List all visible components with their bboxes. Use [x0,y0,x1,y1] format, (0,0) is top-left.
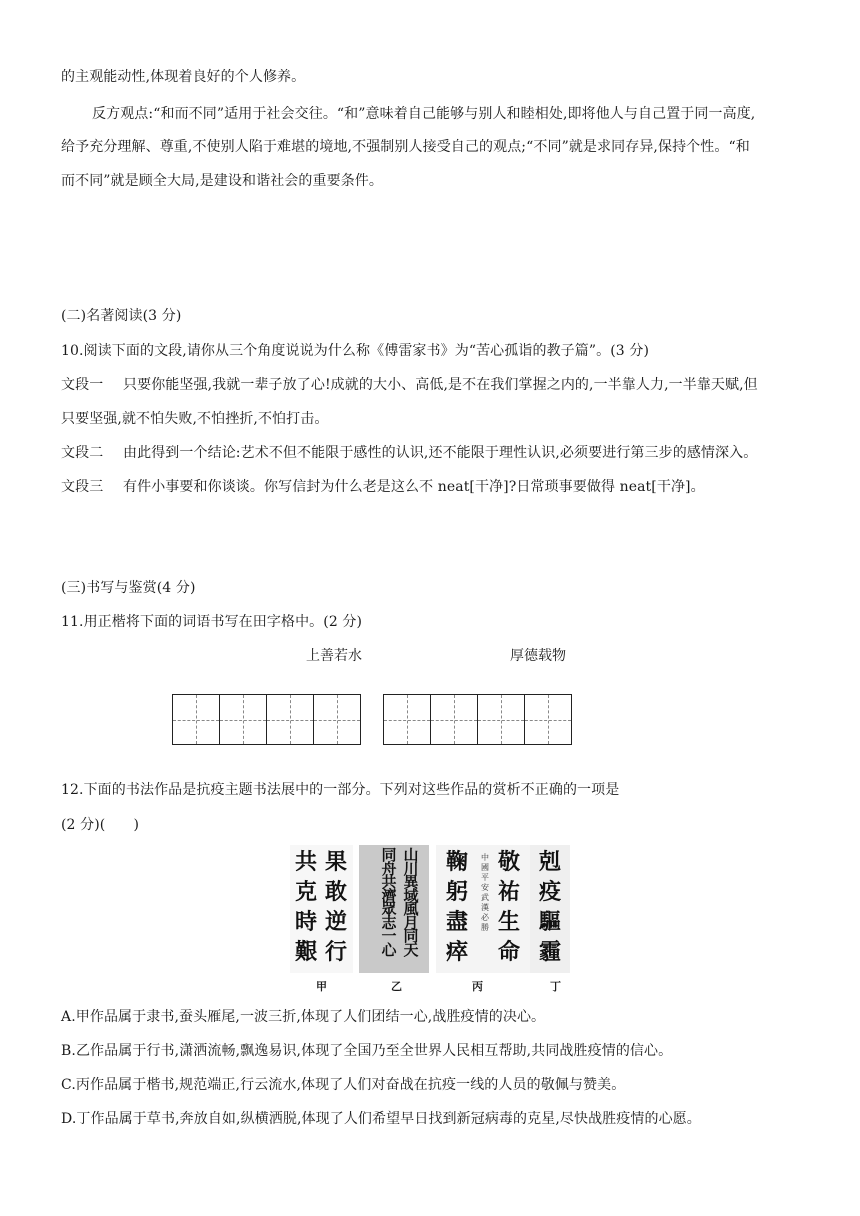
word-2: 厚德载物 [510,648,566,664]
calligraphy-char: 果 [324,849,347,875]
tianzige-grid-2[interactable] [383,694,572,745]
question-12-score: (2 分)( ) [61,817,140,833]
calligraphy-char: 一 [381,927,397,945]
calligraphy-ding [530,845,570,973]
calligraphy-char: 風 [403,900,419,918]
calligraphy-column [401,846,421,959]
passage-2 [61,442,757,462]
calligraphy-column [444,847,470,967]
text-line: 反方观点:“和而不同”适用于社会交往。“和”意味着自己能够与别人和睦相处,即将他人与自己置于同一高度, [92,106,756,122]
calligraphy-char: 敬 [497,849,520,875]
calligraphy-char: 共 [381,873,397,891]
calligraphy-char: 時 [294,909,317,935]
calligraphy-column [536,847,564,967]
tianzige-cell[interactable] [173,695,220,744]
calligraphy-char: 平 [481,873,489,882]
calligraphy-char: 躬 [445,879,468,905]
calligraphy-char: 必 [481,913,489,922]
calligraphy-char: 霾 [538,939,561,965]
tianzige-cell[interactable] [220,695,267,744]
calligraphy-char: 瘁 [445,939,468,965]
calligraphy-char: 月 [403,913,419,932]
text-line: 给予充分理解、尊重,不使别人陷于难堪的境地,不强制别人接受自己的观点;“不同”就是求同存异,保持个性。“和 [61,139,750,155]
calligraphy-char: 共 [294,849,317,875]
passage-label: 文段二 [61,445,104,461]
calligraphy-char: 祐 [497,879,520,905]
calligraphy-column [293,847,319,967]
passage-1-cont: 只要坚强,就不怕失败,不怕挫折,不怕打击。 [61,411,329,427]
calligraphy-column [323,847,349,967]
label-jia: 甲 [316,980,327,993]
calligraphy-char: 敢 [324,879,347,905]
calligraphy-char: 漢 [481,903,489,912]
calligraphy-char: 心 [381,940,397,959]
calligraphy-char: 命 [497,939,520,965]
option-a[interactable]: A.甲作品属于隶书,蚕头雁尾,一波三折,体现了人们团结一心,战胜疫情的决心。 [61,1009,546,1025]
tianzige-cell[interactable] [525,695,572,744]
calligraphy-char: 舟 [381,859,397,878]
calligraphy-char: 疫 [538,879,561,905]
calligraphy-char: 山 [403,846,419,864]
tianzige-cell[interactable] [431,695,478,744]
label-yi: 乙 [391,980,402,993]
passage-3 [61,476,705,496]
calligraphy-char: 中 [481,853,489,862]
calligraphy-yi [359,845,429,973]
passage-label: 文段三 [61,479,104,495]
label-bing: 丙 [472,980,483,993]
calligraphy-char: 驅 [538,909,561,935]
calligraphy-char: 志 [381,913,397,932]
option-d[interactable]: D.丁作品属于草书,奔放自如,纵横洒脱,体现了人们希望早日找到新冠病毒的克星,尽快战胜疫情的心愿。 [61,1111,701,1127]
calligraphy-char: 域 [403,886,419,905]
text-line: 的主观能动性,体现着良好的个人修养。 [61,69,306,85]
calligraphy-char: 同 [403,927,419,945]
calligraphy-char: 行 [324,939,347,965]
passage-1 [61,374,758,394]
tianzige-cell[interactable] [314,695,361,744]
calligraphy-char: 同 [381,846,397,864]
calligraphy-char: 克 [294,879,317,905]
calligraphy-column [496,847,522,967]
question-11: 11.用正楷将下面的词语书写在田字格中。(2 分) [61,614,363,630]
word-1: 上善若水 [306,648,362,664]
option-b[interactable]: B.乙作品属于行书,潇洒流畅,飘逸易识,体现了全国乃至全世界人民相互帮助,共同战胜疫情的信心。 [61,1043,673,1059]
calligraphy-char: 盡 [445,909,468,935]
calligraphy-char: 武 [481,893,489,902]
section-heading: (二)名著阅读(3 分) [61,308,182,324]
calligraphy-char: 逆 [324,909,347,935]
passage-text: 有件小事要和你谈谈。你写信封为什么老是这么不 neat[干净]?日常琐事要做得 neat[干净]。 [123,479,705,495]
calligraphy-char: 安 [481,883,489,892]
calligraphy-char: 川 [403,859,419,878]
tianzige-grid-1[interactable] [172,694,361,745]
calligraphy-inscription [479,853,491,933]
passage-text: 由此得到一个结论:艺术不但不能限于感性的认识,还不能限于理性认识,必须要进行第三步的感情深入。 [123,445,758,461]
tianzige-cell[interactable] [478,695,525,744]
label-ding: 丁 [550,980,561,993]
section-heading: (三)书写与鉴赏(4 分) [61,580,196,596]
tianzige-cell[interactable] [267,695,314,744]
passage-text: 只要你能坚强,我就一辈子放了心!成就的大小、高低,是不在我们掌握之内的,一半靠人力,一半靠天赋,但 [123,377,758,393]
calligraphy-char: 眾 [381,900,397,918]
calligraphy-column [379,846,399,959]
calligraphy-char: 艱 [294,939,317,965]
calligraphy-char: 異 [403,873,419,891]
calligraphy-char: 剋 [538,849,561,875]
calligraphy-char: 國 [481,863,489,872]
calligraphy-char: 生 [497,909,520,935]
calligraphy-jia [290,845,353,973]
calligraphy-char: 鞠 [445,849,468,875]
tianzige-cell[interactable] [384,695,431,744]
question-10: 10.阅读下面的文段,请你从三个角度说说为什么称《傅雷家书》为“苦心孤诣的教子篇”。(3 分) [61,343,650,359]
question-12: 12.下面的书法作品是抗疫主题书法展中的一部分。下列对这些作品的赏析不正确的一项是 [61,782,620,798]
option-c[interactable]: C.丙作品属于楷书,规范端正,行云流水,体现了人们对奋战在抗疫一线的人员的敬佩与赞美。 [61,1077,626,1093]
calligraphy-char: 天 [403,940,419,959]
calligraphy-char: 勝 [481,923,489,932]
text-line: 而不同”就是顾全大局,是建设和谐社会的重要条件。 [61,173,384,189]
calligraphy-char: 濟 [381,886,397,905]
passage-label: 文段一 [61,377,104,393]
